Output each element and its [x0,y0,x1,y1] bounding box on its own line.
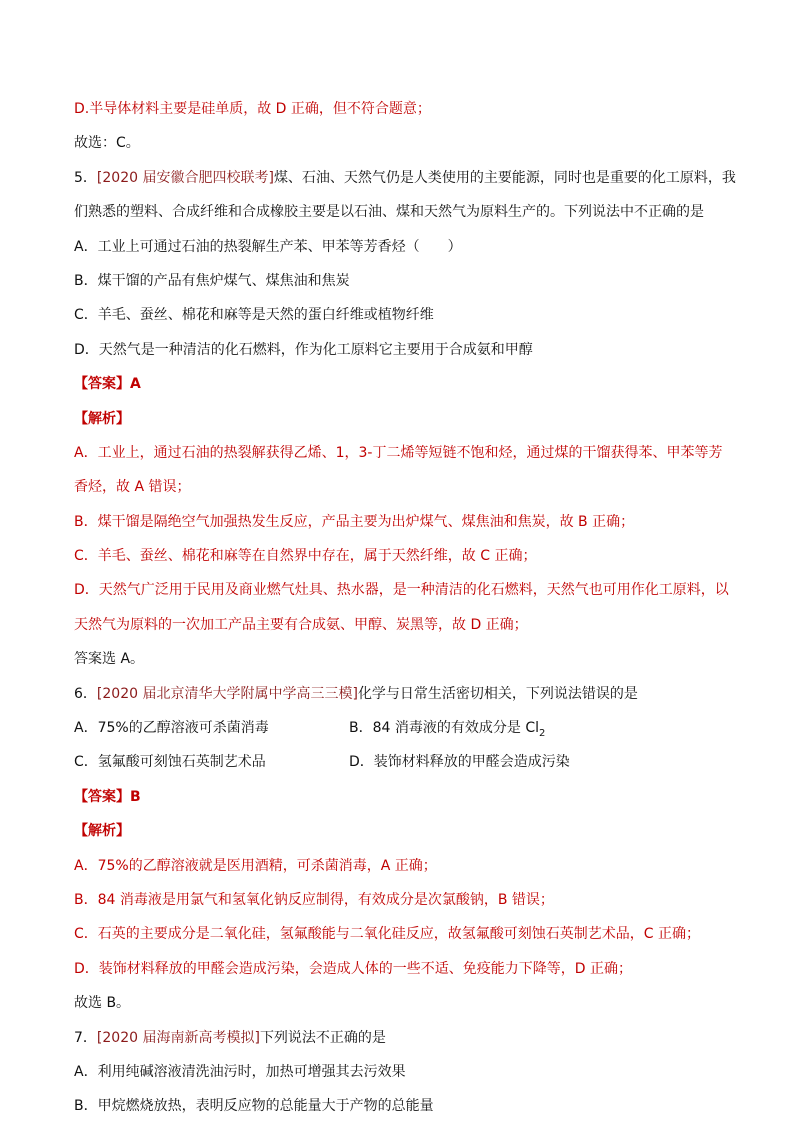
q5-number: 5． [74,169,97,186]
q5-analysis-line-5: D．天然气广泛用于民用及商业燃气灶具、热水器，是一种清洁的化石燃料，天然气也可用作化工原料，以 [74,582,729,599]
q5-option-b: B．煤干馏的产品有焦炉煤气、煤焦油和焦炭 [74,272,350,289]
q5-option-d: D．天然气是一种清洁的化石燃料，作为化工原料它主要用于合成氨和甲醇 [74,341,533,358]
q6-stem [74,677,734,711]
q4-option-d-analysis: D.半导体材料主要是硅单质，故 D 正确，但不符合题意； [74,101,431,117]
q5-option-a: A．工业上可通过石油的热裂解生产苯、甲苯等芳香烃（ ） [74,238,462,255]
q6-analysis-line-3: C．石英的主要成分是二氧化硅，氢氟酸能与二氧化硅反应，故氢氟酸可刻蚀石英制艺术品，C 正确； [74,926,700,943]
q6-answer: 【答案】B [74,788,141,805]
q5-stem-line-2: 们熟悉的塑料、合成纤维和合成橡胶主要是以石油、煤和天然气为原料生产的。下列说法中不正确的是 [74,204,704,221]
q6-analysis-label: 【解析】 [74,823,130,840]
q5-stem-line-1 [74,161,734,195]
q5-analysis-line-1: A．工业上，通过石油的热裂解获得乙烯、1，3-丁二烯等短链不饱和烃，通过煤的干馏获得苯、甲苯等芳 [74,444,723,461]
q5-option-c: C．羊毛、蚕丝、棉花和麻等是天然的蛋白纤维或植物纤维 [74,307,434,324]
q6-conclusion: 故选 B。 [74,995,131,1012]
q6-analysis-line-2: B．84 消毒液是用氯气和氢氧化钠反应制得，有效成分是次氯酸钠，B 错误； [74,891,554,908]
q6-option-b-text: B．84 消毒液的有效成分是 Cl [349,720,539,737]
q6-analysis-line-1: A．75%的乙醇溶液就是医用酒精，可杀菌消毒，A 正确； [74,857,437,874]
q5-answer: 【答案】A [74,376,141,393]
q6-stem-text: 化学与日常生活密切相关，下列说法错误的是 [357,685,638,702]
q4-conclusion: 故选：C。 [74,135,140,152]
q7-option-b: B．甲烷燃烧放热，表明反应物的总能量大于产物的总能量 [74,1098,434,1115]
q6-option-a: A．75%的乙醇溶液可杀菌消毒 [74,720,269,737]
q7-option-a: A．利用纯碱溶液清洗油污时，加热可增强其去污效果 [74,1063,406,1080]
q5-analysis-line-4: C．羊毛、蚕丝、棉花和麻等在自然界中存在，属于天然纤维，故 C 正确； [74,548,537,565]
q6-option-c: C．氢氟酸可刻蚀石英制艺术品 [74,754,266,771]
q5-source: [2020 届安徽合肥四校联考] [96,169,274,186]
q5-analysis-label: 【解析】 [74,410,130,427]
q5-analysis-line-2: 香烃，故 A 错误； [74,479,191,496]
q5-conclusion: 答案选 A。 [74,651,145,668]
q7-source: [2020 届海南新高考模拟] [96,1029,260,1046]
q6-options-row-2 [74,745,734,779]
q6-option-d: D．装饰材料释放的甲醛会造成污染 [349,754,570,771]
q5-analysis-line-6: 天然气为原料的一次加工产品主要有合成氨、甲醇、炭黑等，故 D 正确； [74,616,528,633]
q5-analysis-line-3: B．煤干馏是隔绝空气加强热发生反应，产品主要为出炉煤气、煤焦油和焦炭，故 B 正确； [74,513,635,530]
document-page [74,92,734,1124]
q5-stem-part-1: 煤、石油、天然气仍是人类使用的主要能源，同时也是重要的化工原料，我 [273,169,736,186]
q7-number: 7． [74,1029,97,1046]
q7-stem-text: 下列说法不正确的是 [259,1029,386,1046]
q6-option-b [349,720,546,739]
q6-number: 6． [74,685,97,702]
q6-options-row-1 [74,711,734,745]
q6-option-b-subscript: 2 [538,727,546,739]
q6-source: [2020 届北京清华大学附属中学高三三模] [96,685,358,702]
q6-analysis-line-4: D．装饰材料释放的甲醛会造成污染，会造成人体的一些不适、免疫能力下降等，D 正确； [74,960,633,977]
q7-stem [74,1021,734,1055]
